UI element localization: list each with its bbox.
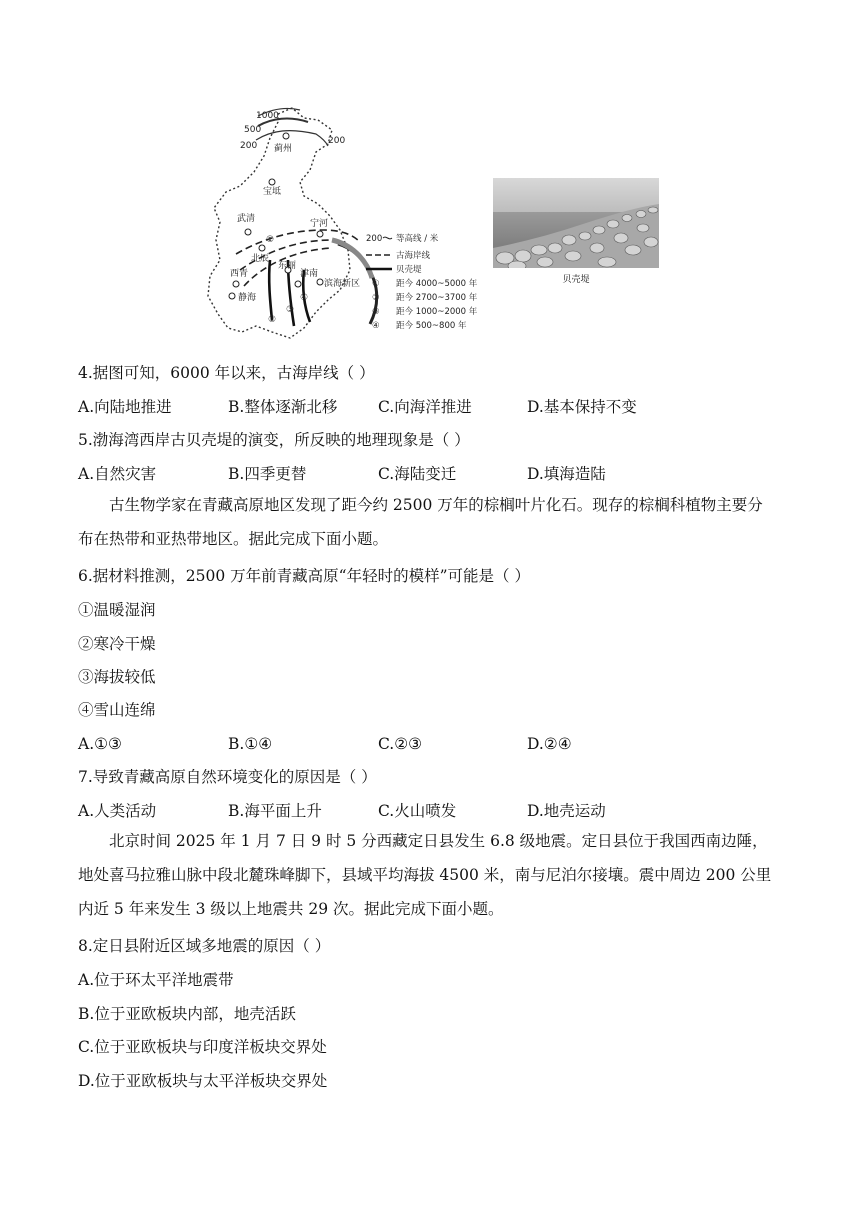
tianjin-coastline-map <box>200 100 490 345</box>
legend-zone-2-label: 距今 2700~3700 年 <box>396 293 478 303</box>
material-dingri-earthquake <box>78 824 778 926</box>
zone-marker-4: ④ <box>300 293 309 303</box>
question-6-item-3: ③海拔较低 <box>78 668 156 686</box>
question-6-option-a: A.①③ <box>78 735 122 753</box>
question-7-option-a: A.人类活动 <box>78 802 157 820</box>
place-jinghai: 静海 <box>238 293 257 303</box>
question-5-option-d: D.填海造陆 <box>527 465 606 483</box>
place-binhai-new-area: 滨海新区 <box>324 279 361 289</box>
legend-ancient-coastline-label: 古海岸线 <box>396 251 431 261</box>
question-7-option-b: B.海平面上升 <box>228 802 322 820</box>
place-dongli: 东丽 <box>278 261 297 271</box>
place-ninghe: 宁河 <box>310 219 329 229</box>
photo-caption: 贝壳堤 <box>562 275 590 285</box>
question-4-stem: 4.据图可知，6000 年以来，古海岸线（ ） <box>78 364 375 382</box>
question-6-item-2: ②寒冷干燥 <box>78 635 156 653</box>
legend-zone-1-label: 距今 4000~5000 年 <box>396 279 478 289</box>
question-7-stem: 7.导致青藏高原自然环境变化的原因是（ ） <box>78 768 377 786</box>
question-4-option-c: C.向海洋推进 <box>378 398 472 416</box>
question-8-option-c: C.位于亚欧板块与印度洋板块交界处 <box>78 1038 327 1056</box>
place-jinnan: 津南 <box>300 269 319 279</box>
question-6-option-c: C.②③ <box>378 735 423 753</box>
question-7-option-d: D.地壳运动 <box>527 802 606 820</box>
shell-ridge-photo <box>493 178 659 268</box>
question-8-option-d: D.位于亚欧板块与太平洋板块交界处 <box>78 1072 328 1090</box>
contour-label-500: 500 <box>244 125 262 135</box>
zone-marker-1: ① <box>266 235 275 245</box>
question-6-stem: 6.据材料推测，2500 万年前青藏高原“年轻时的模样”可能是（ ） <box>78 567 530 585</box>
question-4-option-a: A.向陆地推进 <box>78 398 172 416</box>
place-xiqing: 西青 <box>230 269 249 279</box>
question-8-option-b: B.位于亚欧板块内部，地壳活跃 <box>78 1005 296 1023</box>
legend-zone-2-symbol: ② <box>372 293 380 303</box>
question-6-option-b: B.①④ <box>228 735 273 753</box>
place-baodi: 宝坻 <box>263 187 282 197</box>
legend-zone-3-symbol: ③ <box>372 307 380 317</box>
legend-zone-3-label: 距今 1000~2000 年 <box>396 307 478 317</box>
place-wuqing: 武清 <box>237 214 256 224</box>
contour-label-200-east: 200 <box>328 136 346 146</box>
contour-label-200-west: 200 <box>240 141 258 151</box>
material-palm-fossil-text: 古生物学家在青藏高原地区发现了距今约 2500 万年的棕榈叶片化石。现存的棕榈科植物主要分布在热带和亚热带地区。据此完成下面小题。 <box>78 496 763 548</box>
question-6-item-4: ④雪山连绵 <box>78 701 156 719</box>
question-6-item-1: ①温暖湿润 <box>78 601 156 619</box>
question-7-option-c: C.火山喷发 <box>378 802 457 820</box>
legend-contour-symbol: 200 <box>366 234 383 244</box>
legend-shell-ridge-label: 贝壳堤 <box>396 265 422 275</box>
question-5-option-c: C.海陆变迁 <box>378 465 457 483</box>
material-dingri-earthquake-text: 北京时间 2025 年 1 月 7 日 9 时 5 分西藏定日县发生 6.8 级地震。定日县位于我国西南边陲，地处喜马拉雅山脉中段北麓珠峰脚下，县域平均海拔 4500 米，南与尼泊尔接壤。震中周边 200 公里内近 5 年来发生 3 级以上地震共 29 次。据此完成下面小题。 <box>78 832 772 918</box>
question-6-option-d: D.②④ <box>527 735 572 753</box>
zone-marker-2: ② <box>268 315 277 325</box>
question-5-option-b: B.四季更替 <box>228 465 307 483</box>
place-beichen: 北辰 <box>251 254 270 264</box>
legend-contour-label: 等高线 / 米 <box>396 234 439 244</box>
material-palm-fossil <box>78 488 778 556</box>
question-4-option-b: B.整体逐渐北移 <box>228 398 338 416</box>
contour-label-1000: 1000 <box>256 111 279 121</box>
shell-ridge-2 <box>269 260 272 320</box>
place-markers <box>229 133 360 303</box>
question-5-option-a: A.自然灾害 <box>78 465 157 483</box>
legend-zone-1-symbol: ① <box>372 279 380 289</box>
legend-zone-4-label: 距今 500~800 年 <box>396 321 467 331</box>
question-8-stem: 8.定日县附近区域多地震的原因（ ） <box>78 937 331 955</box>
zone-marker-3: ③ <box>286 305 295 315</box>
legend-zone-4-symbol: ④ <box>372 321 380 331</box>
question-8-option-a: A.位于环太平洋地震带 <box>78 971 234 989</box>
map-legend <box>366 233 478 331</box>
question-5-stem: 5.渤海湾西岸古贝壳堤的演变，所反映的地理现象是（ ） <box>78 431 470 449</box>
question-4-option-d: D.基本保持不变 <box>527 398 637 416</box>
place-jizhou: 蓟州 <box>274 144 293 154</box>
